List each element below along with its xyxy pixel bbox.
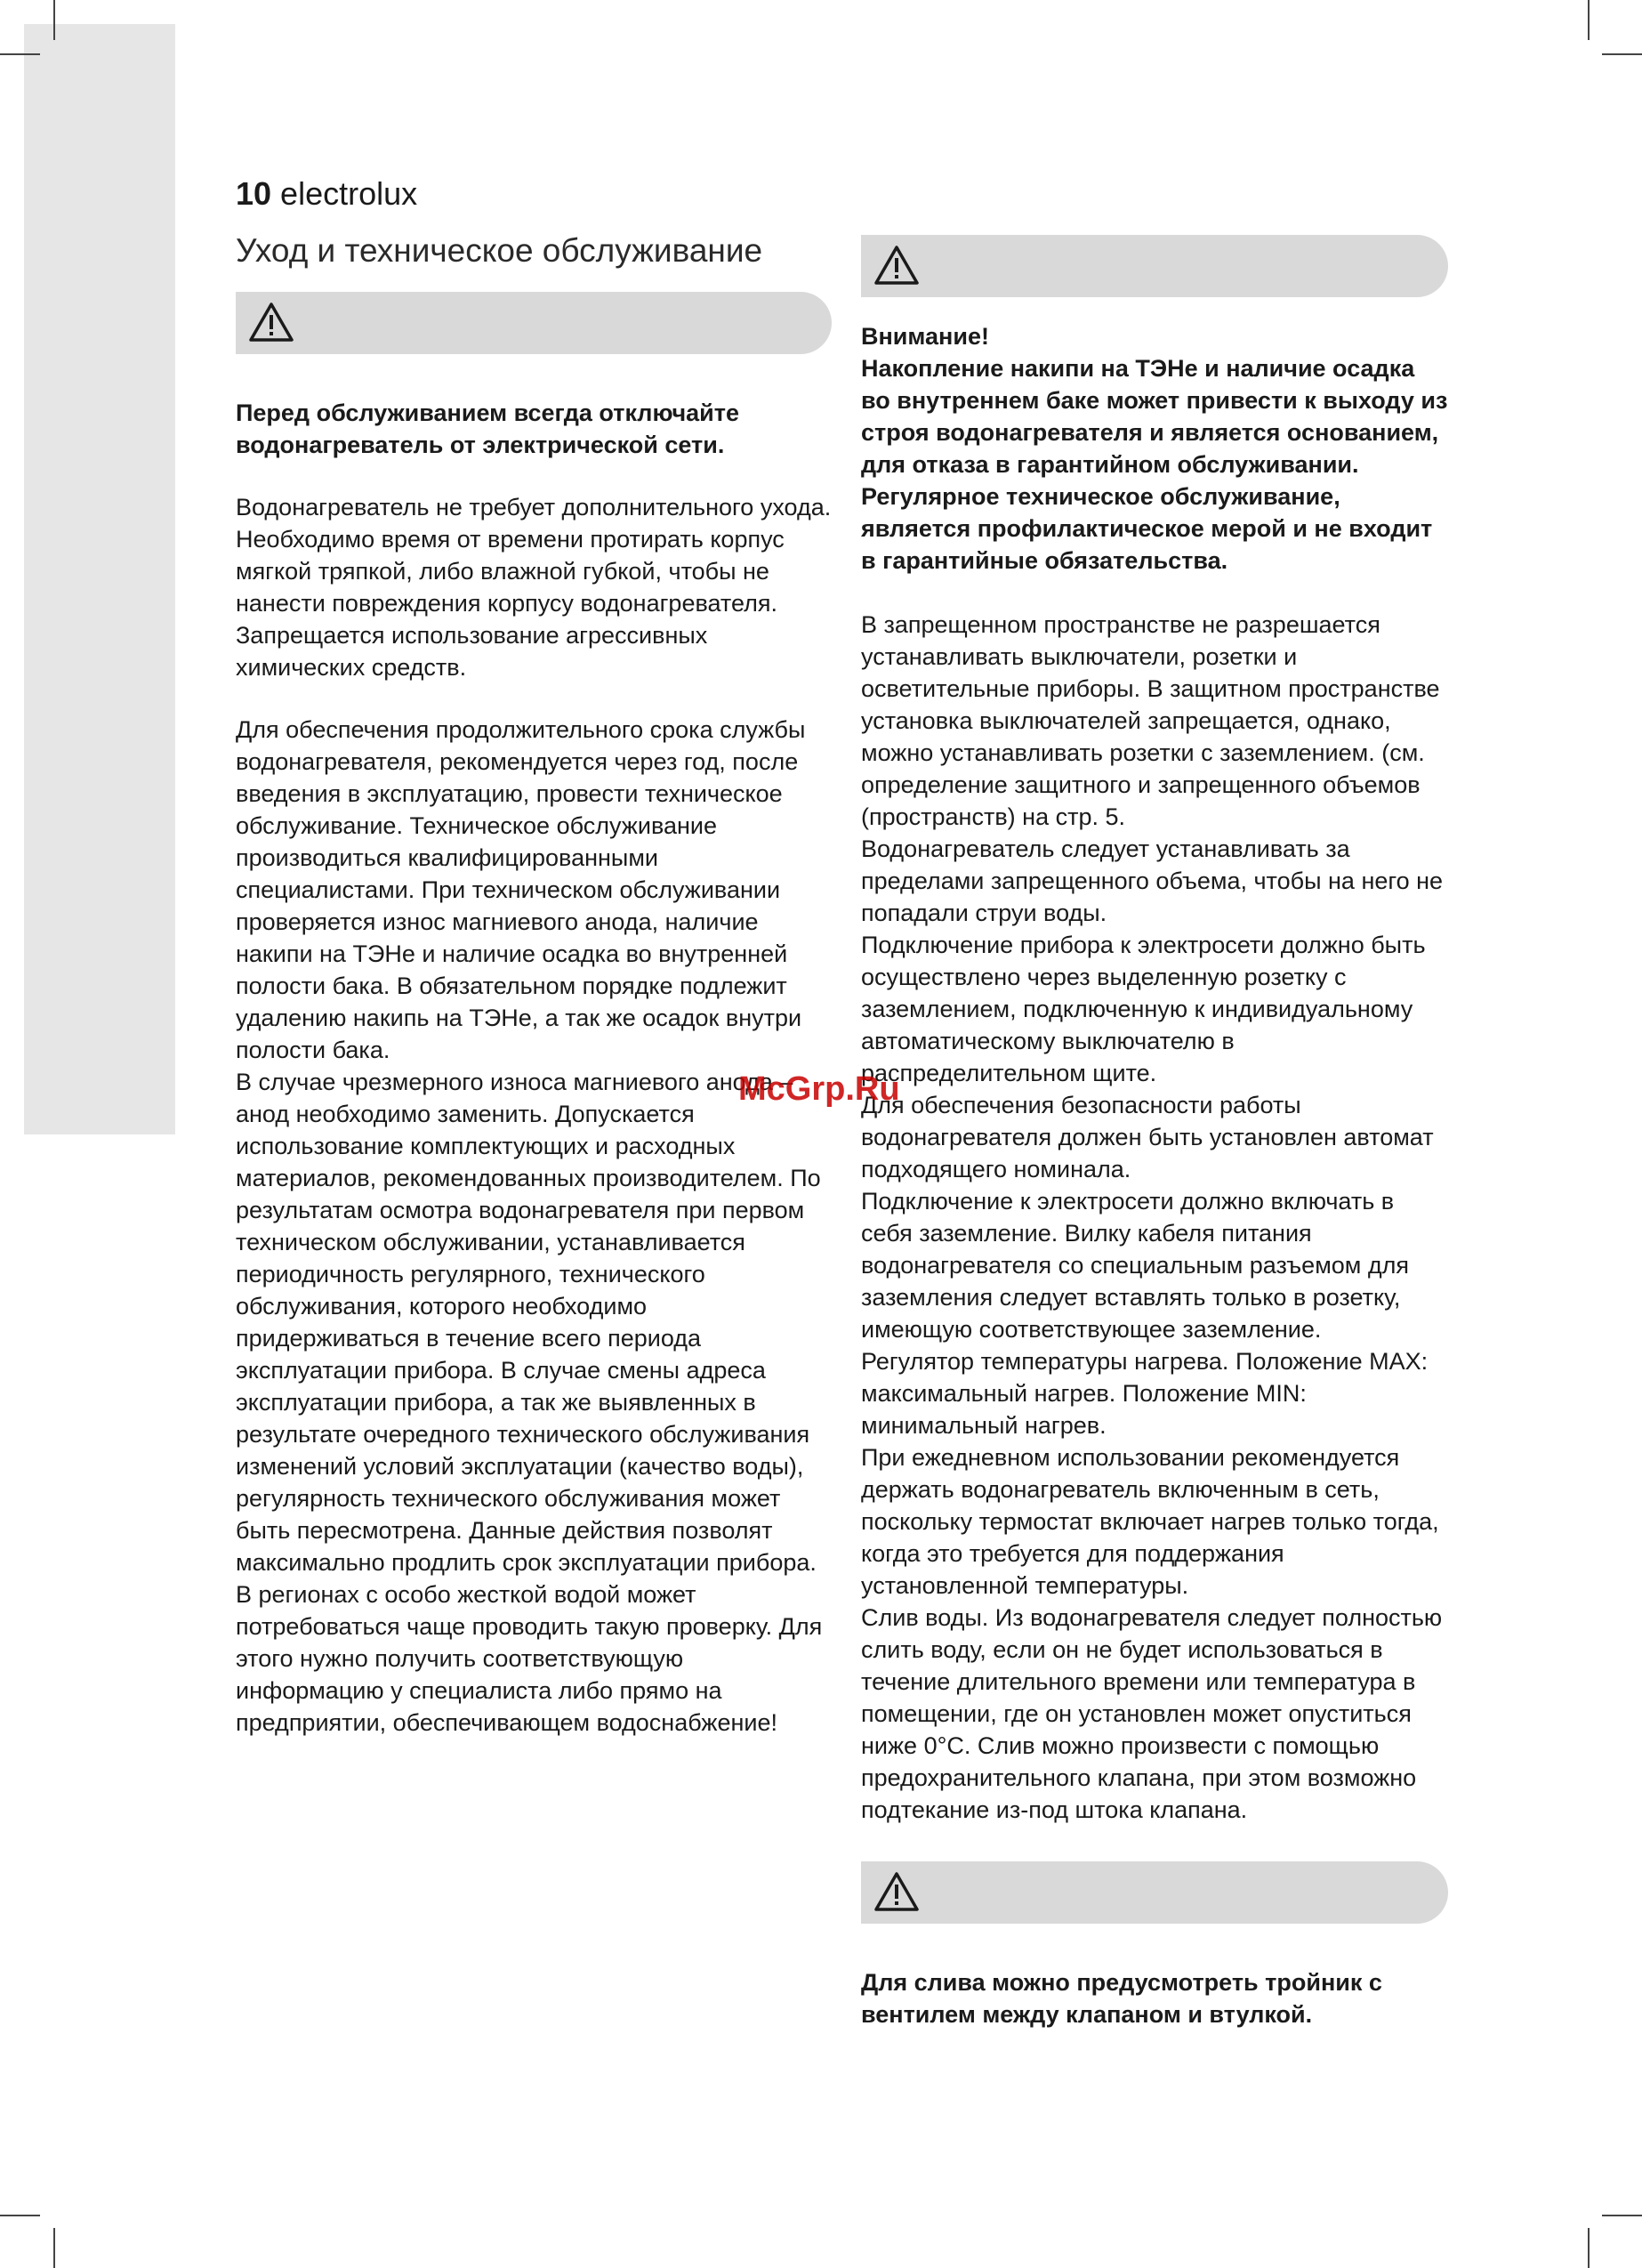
warning-icon xyxy=(873,1871,920,1912)
anode-paragraph: В случае чрезмерного износа магниевого анода – анод необходимо заменить. Допускается использование комплектующих и расходных материалов, рекомендованных производителем. По результатам осмотра водонагревателя при первом техническом обслуживании, устанавливается периодичность регулярного, технического обслуживания, которого необходимо придерживаться в течение всего периода эксплуатации прибора. В случае смены адреса эксплуатации прибора, а так же выявленных в результате очередного технического обслуживания изменений условий эксплуатации (качество воды), регулярность технического обслуживания может быть пересмотрена. Данные действия позволят максимально продлить срок эксплуатации прибора. В регионах с особо жесткой водой может потребоваться чаще проводить такую проверку. Для этого нужно получить соответствующую информацию у специалиста либо прямо на предприятии, обеспечивающем водоснабжение! xyxy=(236,1069,823,1736)
crop-mark xyxy=(1602,2215,1642,2216)
warning-band xyxy=(236,292,832,354)
section-title: Уход и техническое обслуживание xyxy=(236,232,763,269)
maintenance-paragraph: Для обеспечения продолжительного срока службы водонагревателя, рекомендуется через год, после введения в эксплуатацию, провести техническое обслуживание. Техническое обслуживание производиться квалифицированными специалистами. При техническом обслуживании проверяется износ магниевого анода, наличие накипи на ТЭНе и наличие осадка во внутренней полости бака. В обязательном порядке подлежит удалению накипь на ТЭНе, а так же осадок внутри полости бака. xyxy=(236,716,806,1063)
crop-mark xyxy=(53,2228,55,2268)
grounding-paragraph: Подключение к электросети должно включать в себя заземление. Вилку кабеля питания водонагревателя со специальным разъемом для заземления следует вставлять только в розетку, имеющую соответствующее заземление. xyxy=(861,1188,1409,1343)
right-column xyxy=(861,235,1448,2030)
page-header xyxy=(236,174,417,214)
crop-mark xyxy=(0,53,40,55)
warning-text: Перед обслуживанием всегда отключайте водонагреватель от электрической сети. xyxy=(236,400,740,458)
attention-title: Внимание! xyxy=(861,323,989,350)
installation-paragraph: В запрещенном пространстве не разрешается устанавливать выключатели, розетки и осветительные приборы. В защитном пространстве установка выключателей запрещается, однако, можно устанавливать розетки с заземлением. (см. определение защитного и запрещенного объемов (пространств) на стр. 5. xyxy=(861,611,1440,830)
crop-mark xyxy=(53,0,55,40)
warning-band xyxy=(861,1861,1448,1924)
connection-paragraph: Подключение прибора к электросети должно быть осуществлено через выделенную розетку с заземлением, подключенную к индивидуальному автоматическому выключателю в распределительном щите. xyxy=(861,932,1426,1086)
daily-use-paragraph: При ежедневном использовании рекомендуется держать водонагреватель включенным в сеть, поскольку термостат включает нагрев только тогда, когда это требуется для поддержания установленной температуры. xyxy=(861,1444,1439,1599)
page-number: 10 xyxy=(236,175,272,212)
care-paragraph: Водонагреватель не требует дополнительного ухода. Необходимо время от времени протирать корпус мягкой тряпкой, либо влажной губкой, чтобы не нанести повреждения корпусу водонагревателя. Запрещается использование агрессивных химических средств. xyxy=(236,494,832,681)
attention-text: Накопление накипи на ТЭНе и наличие осадка во внутреннем баке может привести к выходу из строя водонагревателя и является основанием, для отказа в гарантийном обслуживании. Регулярное техническое обслуживание, является профилактическое мерой и не входит в гарантийные обязательства. xyxy=(861,355,1448,574)
left-column xyxy=(236,230,832,1739)
thermostat-paragraph: Регулятор температуры нагрева. Положение MAX: максимальный нагрев. Положение MIN: минимальный нагрев. xyxy=(861,1348,1429,1439)
crop-mark xyxy=(1588,0,1590,40)
safety-paragraph: Для обеспечения безопасности работы водонагревателя должен быть установлен автомат подходящего номинала. xyxy=(861,1092,1434,1182)
watermark: McGrp.Ru xyxy=(738,1070,900,1108)
crop-mark xyxy=(1602,53,1642,55)
crop-mark xyxy=(1588,2228,1590,2268)
drain-note: Для слива можно предусмотреть тройник с вентилем между клапаном и втулкой. xyxy=(861,1969,1382,2028)
drain-paragraph: Слив воды. Из водонагревателя следует полностью слить воду, если он не будет использоваться в течение длительного времени или температура в помещении, где он установлен может опуститься ниже 0°C. Слив можно произвести с помощью предохранительного клапана, при этом возможно подтекание из-под штока клапана. xyxy=(861,1604,1443,1823)
placement-paragraph: Водонагреватель следует устанавливать за пределами запрещенного объема, чтобы на него не попадали струи воды. xyxy=(861,835,1444,926)
warning-icon xyxy=(248,302,294,343)
warning-band xyxy=(861,235,1448,297)
warning-icon xyxy=(873,245,920,286)
brand-name: electrolux xyxy=(280,175,418,212)
crop-mark xyxy=(0,2215,40,2216)
side-bar xyxy=(24,24,175,1134)
